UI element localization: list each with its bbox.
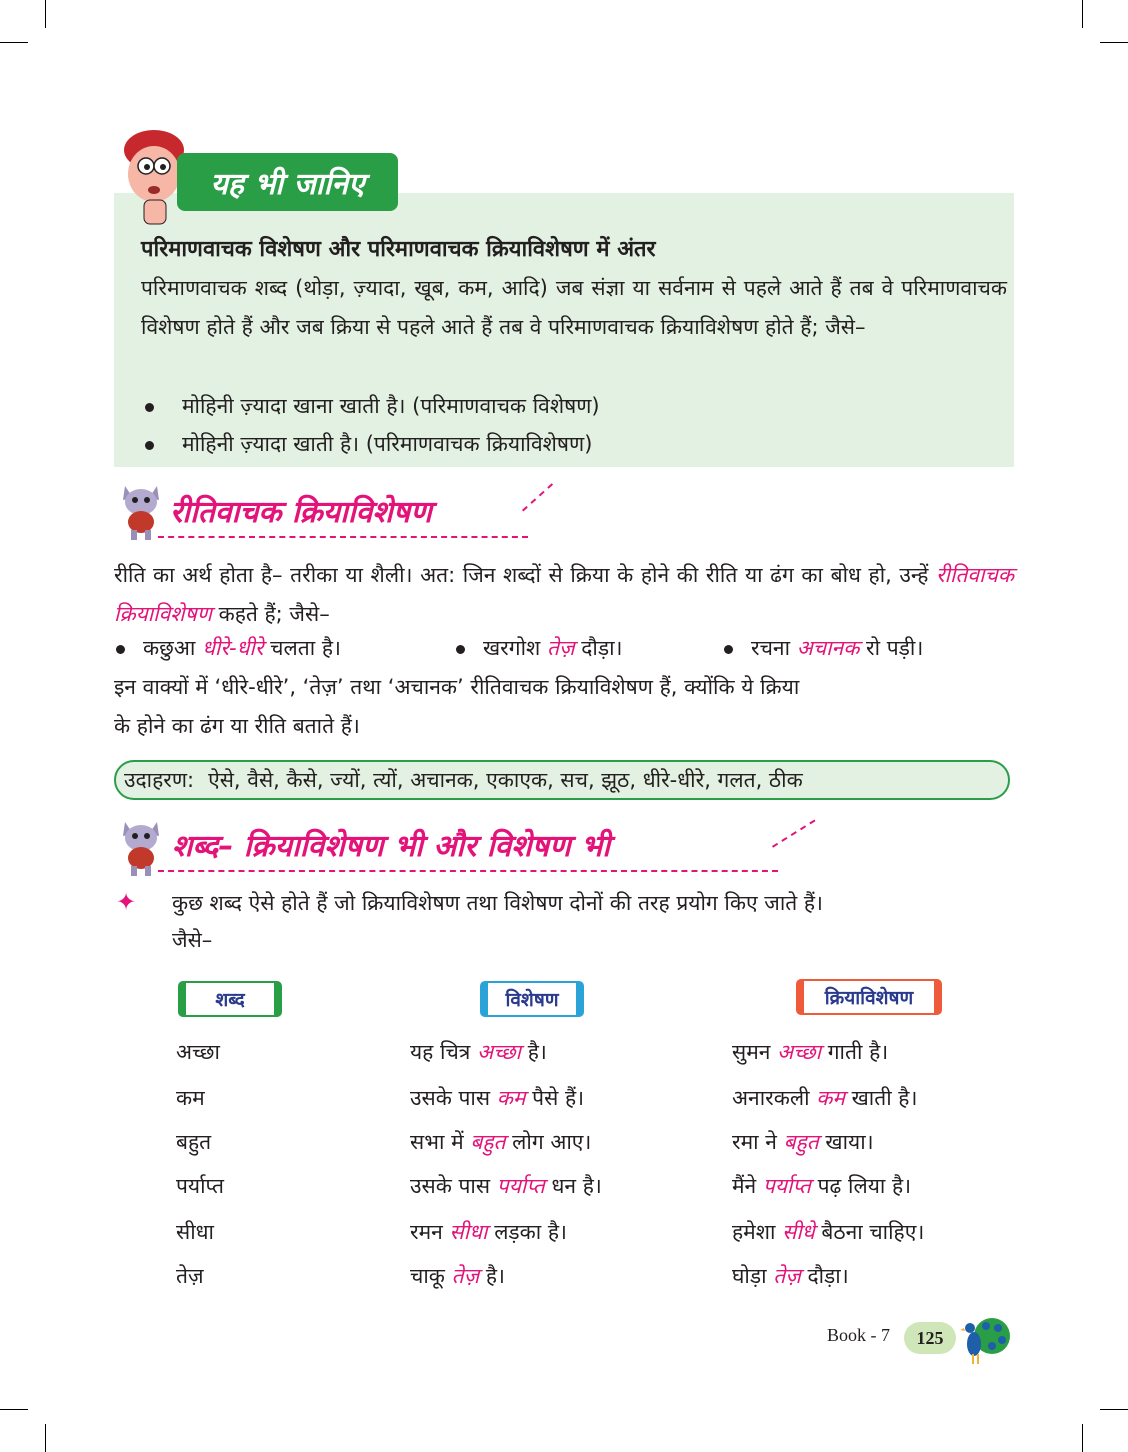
table-cell-adjective bbox=[410, 1262, 505, 1290]
example-post: रो पड़ी। bbox=[866, 636, 924, 660]
example-pre: खरगोश bbox=[483, 636, 541, 660]
cell-highlight: बहुत bbox=[470, 1130, 506, 1154]
cell-highlight: पर्याप्त bbox=[496, 1174, 545, 1198]
list-item bbox=[456, 634, 622, 662]
cat-mascot-icon bbox=[115, 478, 167, 542]
cell-text: सभा में bbox=[410, 1130, 464, 1154]
examples-label: उदाहरण: bbox=[124, 768, 195, 792]
examples-words: ऐसे, वैसे, कैसे, ज्यों, त्यों, अचानक, एकाएक, सच, झूठ, धीरे-धीरे, गलत, ठीक bbox=[208, 768, 803, 792]
cell-text: घोड़ा bbox=[732, 1264, 767, 1288]
table-cell-word: बहुत bbox=[176, 1130, 212, 1154]
table-cell-adverb bbox=[732, 1128, 874, 1156]
list-item bbox=[145, 430, 592, 458]
cell-highlight: सीधा bbox=[449, 1220, 488, 1244]
cell-text: है। bbox=[527, 1040, 547, 1064]
cell-text: दौड़ा। bbox=[807, 1264, 849, 1288]
crop-mark bbox=[45, 1424, 46, 1452]
manner-title-underline bbox=[158, 536, 528, 538]
example-word: अचानक bbox=[796, 636, 860, 660]
table-cell-word: अच्छा bbox=[176, 1040, 220, 1064]
bullet-icon bbox=[145, 403, 154, 412]
cell-text: गाती है। bbox=[827, 1040, 889, 1064]
table-cell-adverb bbox=[732, 1262, 849, 1290]
example-post: दौड़ा। bbox=[581, 636, 623, 660]
cell-highlight: कम bbox=[816, 1086, 845, 1110]
table-cell-adjective bbox=[410, 1038, 547, 1066]
crop-mark bbox=[1082, 0, 1083, 28]
table-cell-adjective bbox=[410, 1084, 584, 1112]
cell-text: लोग आए। bbox=[512, 1130, 592, 1154]
manner-intro-text: कहते हैं; जैसे– bbox=[218, 602, 330, 626]
column-header-label: क्रियाविशेषण bbox=[824, 987, 914, 1009]
cell-highlight: बहुत bbox=[783, 1130, 819, 1154]
example-word: धीरे-धीरे bbox=[202, 636, 264, 660]
table-cell-adjective bbox=[410, 1172, 602, 1200]
both-section-title: शब्द– क्रियाविशेषण भी और विशेषण भी bbox=[172, 829, 610, 864]
cell-text: अनारकली bbox=[732, 1086, 810, 1110]
cell-text: बैठना चाहिए। bbox=[821, 1220, 925, 1244]
column-header-label: शब्द bbox=[215, 989, 245, 1011]
cell-highlight: अच्छा bbox=[477, 1040, 521, 1064]
cell-highlight: कम bbox=[496, 1086, 526, 1110]
cell-text: उसके पास bbox=[410, 1086, 491, 1110]
book-label: Book - 7 bbox=[827, 1325, 890, 1345]
cell-text: है। bbox=[485, 1264, 505, 1288]
cell-text: रमा ने bbox=[732, 1130, 777, 1154]
know-this-paragraph: परिमाणवाचक शब्द (थोड़ा, ज़्यादा, खूब, कम, आदि) जब संज्ञा या सर्वनाम से पहले आते हैं तब वे परिमाणवाचक विशेषण होते हैं और जब क्रिया से पहले आते हैं तब वे परिमाणवाचक क्रियाविशेषण होते हैं; जैसे– bbox=[141, 276, 1007, 339]
know-this-heading: परिमाणवाचक विशेषण और परिमाणवाचक क्रियाविशेषण में अंतर bbox=[141, 237, 656, 262]
cell-text: खाया। bbox=[825, 1130, 874, 1154]
cell-text: उसके पास bbox=[410, 1174, 491, 1198]
column-header-label: विशेषण bbox=[505, 989, 559, 1011]
table-cell-adverb bbox=[732, 1218, 924, 1246]
manner-section-title: रीतिवाचक क्रियाविशेषण bbox=[170, 495, 432, 530]
manner-intro bbox=[114, 556, 1014, 634]
manner-title-slash bbox=[522, 483, 553, 511]
cell-highlight: अच्छा bbox=[777, 1040, 822, 1064]
cell-text: हमेशा bbox=[732, 1220, 776, 1244]
example-pre: कछुआ bbox=[143, 636, 196, 660]
star-bullet-icon: ✦ bbox=[116, 888, 137, 916]
manner-explanation-line: इन वाक्यों में ‘धीरे-धीरे’, ‘तेज़’ तथा ‘अचानक’ रीतिवाचक क्रियाविशेषण हैं, क्योंकि ये क्रिया bbox=[114, 675, 800, 699]
bullet-icon bbox=[116, 645, 125, 654]
manner-intro-text: रीति का अर्थ होता है– तरीका या शैली। अत: जिन शब्दों से क्रिया के होने की रीति या ढंग का बोध हो, उन्हें bbox=[114, 563, 929, 587]
bullet-icon bbox=[145, 441, 154, 450]
table-cell-word: सीधा bbox=[176, 1220, 214, 1244]
list-item bbox=[116, 634, 341, 662]
table-cell-adverb bbox=[732, 1084, 917, 1112]
both-title-underline bbox=[158, 870, 778, 872]
list-item bbox=[724, 634, 923, 662]
list-item-text: मोहिनी ज़्यादा खाना खाती है। (परिमाणवाचक विशेषण) bbox=[182, 394, 600, 418]
cell-text: सुमन bbox=[732, 1040, 771, 1064]
cell-highlight: सीधे bbox=[782, 1220, 815, 1244]
table-cell-word: तेज़ bbox=[176, 1264, 204, 1288]
example-pre: रचना bbox=[751, 636, 791, 660]
cell-highlight: तेज़ bbox=[451, 1264, 480, 1288]
bullet-icon bbox=[456, 645, 465, 654]
manner-explanation-line: के होने का ढंग या रीति बताते हैं। bbox=[114, 714, 360, 738]
both-intro-line: कुछ शब्द ऐसे होते हैं जो क्रियाविशेषण तथा विशेषण दोनों की तरह प्रयोग किए जाते हैं। bbox=[172, 891, 824, 915]
cell-text: रमन bbox=[410, 1220, 443, 1244]
example-word: तेज़ bbox=[547, 636, 575, 660]
crop-mark bbox=[1082, 1424, 1083, 1452]
table-cell-word: कम bbox=[176, 1086, 205, 1110]
both-title-slash bbox=[772, 820, 815, 848]
table-cell-adverb bbox=[732, 1038, 888, 1066]
crop-mark bbox=[0, 42, 28, 43]
cell-text: चाकू bbox=[410, 1264, 445, 1288]
column-header-adverb bbox=[796, 979, 942, 1015]
column-header-adjective bbox=[480, 981, 584, 1017]
example-post: चलता है। bbox=[270, 636, 341, 660]
crop-mark bbox=[45, 0, 46, 28]
crop-mark bbox=[0, 1409, 28, 1410]
cat-mascot-icon bbox=[115, 814, 167, 878]
table-cell-adjective bbox=[410, 1128, 591, 1156]
cell-text: लड़का है। bbox=[494, 1220, 568, 1244]
list-item bbox=[145, 392, 600, 420]
crop-mark bbox=[1100, 1409, 1128, 1410]
peacock-icon bbox=[956, 1310, 1012, 1366]
both-intro-line: जैसे– bbox=[172, 928, 213, 952]
table-cell-adjective bbox=[410, 1218, 567, 1246]
examples-text bbox=[124, 766, 803, 794]
cell-text: पैसे हैं। bbox=[532, 1086, 585, 1110]
crop-mark bbox=[1100, 42, 1128, 43]
cell-text: मैंने bbox=[732, 1174, 757, 1198]
bullet-icon bbox=[724, 645, 733, 654]
cell-highlight: तेज़ bbox=[773, 1264, 801, 1288]
cell-text: यह चित्र bbox=[410, 1040, 471, 1064]
column-header-word bbox=[178, 981, 282, 1017]
know-this-badge: यह भी जानिए bbox=[177, 153, 398, 211]
cell-text: धन है। bbox=[551, 1174, 602, 1198]
list-item-text: मोहिनी ज़्यादा खाती है। (परिमाणवाचक क्रियाविशेषण) bbox=[182, 432, 593, 456]
cell-text: खाती है। bbox=[851, 1086, 918, 1110]
table-cell-word: पर्याप्त bbox=[176, 1174, 224, 1198]
cell-highlight: पर्याप्त bbox=[762, 1174, 811, 1198]
cell-text: पढ़ लिया है। bbox=[817, 1174, 912, 1198]
page-number: 125 bbox=[904, 1322, 956, 1354]
manner-term: रीतिवाचक क्रियाविशेषण bbox=[114, 563, 1014, 626]
table-cell-adverb bbox=[732, 1172, 911, 1200]
